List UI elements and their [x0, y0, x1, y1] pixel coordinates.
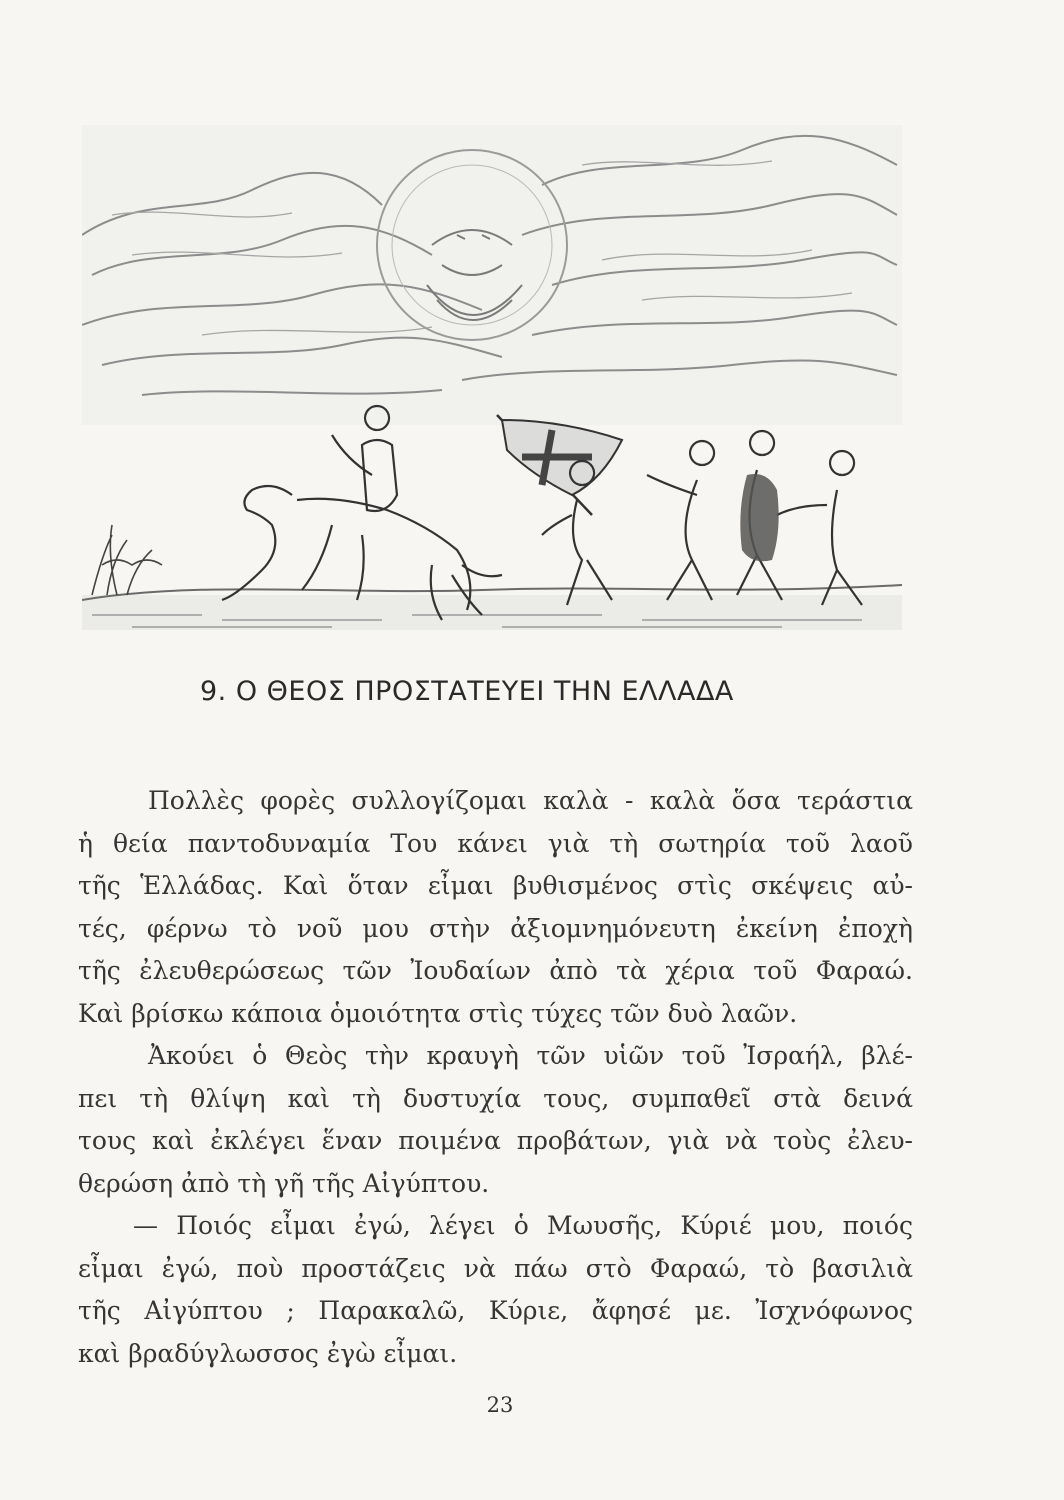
chapter-title: 9. Ο ΘΕΟΣ ΠΡΟΣΤΑΤΕΥΕΙ ΤΗΝ ΕΛΛΑΔΑ — [200, 676, 734, 707]
illustration-god-in-clouds-icon — [82, 95, 902, 640]
text-line: Ἀκούει ὁ Θεὸς τὴν κραυγὴ τῶν υἱῶν τοῦ Ἰσραήλ, βλέ- — [148, 1041, 913, 1070]
text-line: πει τὴ θλίψη καὶ τὴ δυστυχία τους, συμπαθεῖ στὰ δεινά — [78, 1083, 913, 1113]
text-line: θερώση ἀπὸ τὴ γῆ τῆς Αἰγύπτου. — [78, 1168, 490, 1198]
page-number: 23 — [486, 1393, 514, 1417]
text-line: — Ποιός εἶμαι ἐγώ, λέγει ὁ Μωυσῆς, Κύριέ μου, ποιός — [133, 1211, 913, 1240]
text-line: εἶμαι ἐγώ, ποὺ προστάζεις νὰ πάω στὸ Φαραώ, τὸ βασιλιὰ — [78, 1253, 913, 1283]
body-text — [78, 780, 913, 1375]
text-line: τῆς Αἰγύπτου ; Παρακαλῶ, Κύριε, ἄφησέ με. Ἰσχνόφωνος — [78, 1296, 913, 1325]
text-line: Καὶ βρίσκω κάποια ὁμοιότητα στὶς τύχες τῶν δυὸ λαῶν. — [78, 998, 798, 1028]
text-line: τους καὶ ἐκλέγει ἕναν ποιμένα προβάτων, γιὰ νὰ τοὺς ἐλευ- — [78, 1126, 913, 1155]
text-line: τῆς ἐλευθερώσεως τῶν Ἰουδαίων ἀπὸ τὰ χέρια τοῦ Φαραώ. — [78, 956, 913, 985]
text-line: καὶ βραδύγλωσσος ἐγὼ εἶμαι. — [78, 1338, 458, 1368]
text-line: τές, φέρνω τὸ νοῦ μου στὴν ἀξιομνημόνευτη ἐκείνη ἐποχὴ — [78, 913, 913, 943]
chapter-illustration — [82, 95, 902, 640]
text-line: Πολλὲς φορὲς συλλογίζομαι καλὰ - καλὰ ὅσα τεράστια — [148, 786, 913, 815]
text-line: τῆς Ἑλλάδας. Καὶ ὅταν εἶμαι βυθισμένος στὶς σκέψεις αὐ- — [78, 871, 913, 900]
text-line: ἡ θεία παντοδυναμία Του κάνει γιὰ τὴ σωτηρία τοῦ λαοῦ — [78, 828, 913, 858]
